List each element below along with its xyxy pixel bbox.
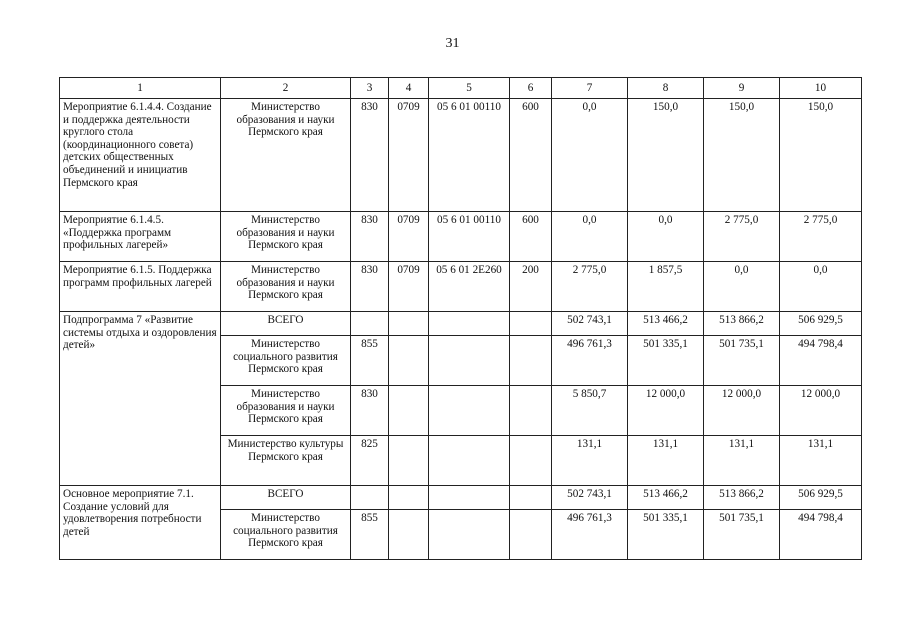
- table-row: [60, 99, 862, 212]
- code-cell: [389, 386, 429, 436]
- value-cell: 496 761,3: [552, 336, 628, 386]
- admin-name: Министерство образования и науки Пермского края: [221, 99, 351, 212]
- header-cell: 3: [351, 78, 389, 99]
- value-cell: 496 761,3: [552, 510, 628, 560]
- code-cell: [429, 312, 510, 336]
- value-cell: 0,0: [780, 262, 862, 312]
- main-event-title: Основное мероприятие 7.1. Создание условий для удовлетворения потребности детей: [60, 486, 221, 560]
- value-cell: 150,0: [628, 99, 704, 212]
- value-cell: 12 000,0: [628, 386, 704, 436]
- code-cell: [389, 336, 429, 386]
- value-cell: 501 735,1: [704, 336, 780, 386]
- value-cell: 513 466,2: [628, 486, 704, 510]
- table-row: [60, 262, 862, 312]
- budget-table: [59, 77, 862, 560]
- subprogram-title: Подпрограмма 7 «Развитие системы отдыха и оздоровления детей»: [60, 312, 221, 486]
- value-cell: 131,1: [628, 436, 704, 486]
- admin-name: Министерство социального развития Пермского края: [221, 510, 351, 560]
- value-cell: 2 775,0: [552, 262, 628, 312]
- code-cell: 05 6 01 00110: [429, 212, 510, 262]
- value-cell: 1 857,5: [628, 262, 704, 312]
- value-cell: 12 000,0: [704, 386, 780, 436]
- value-cell: 501 335,1: [628, 336, 704, 386]
- code-cell: 600: [510, 212, 552, 262]
- header-cell: 10: [780, 78, 862, 99]
- value-cell: 12 000,0: [780, 386, 862, 436]
- code-cell: 830: [351, 99, 389, 212]
- header-cell: 5: [429, 78, 510, 99]
- code-cell: 830: [351, 386, 389, 436]
- value-cell: 502 743,1: [552, 312, 628, 336]
- code-cell: [510, 436, 552, 486]
- code-cell: [429, 336, 510, 386]
- code-cell: [510, 336, 552, 386]
- code-cell: [389, 436, 429, 486]
- code-cell: 0709: [389, 212, 429, 262]
- value-cell: 494 798,4: [780, 510, 862, 560]
- value-cell: 131,1: [704, 436, 780, 486]
- code-cell: 05 6 01 2Е260: [429, 262, 510, 312]
- code-cell: 0709: [389, 99, 429, 212]
- code-cell: 05 6 01 00110: [429, 99, 510, 212]
- code-cell: [510, 510, 552, 560]
- admin-name: Министерство образования и науки Пермского края: [221, 212, 351, 262]
- code-cell: 200: [510, 262, 552, 312]
- value-cell: 0,0: [704, 262, 780, 312]
- header-row: [60, 78, 862, 99]
- value-cell: 506 929,5: [780, 486, 862, 510]
- header-cell: 9: [704, 78, 780, 99]
- code-cell: [389, 486, 429, 510]
- code-cell: [351, 312, 389, 336]
- header-cell: 4: [389, 78, 429, 99]
- value-cell: 150,0: [780, 99, 862, 212]
- code-cell: [510, 486, 552, 510]
- code-cell: 855: [351, 336, 389, 386]
- code-cell: 830: [351, 212, 389, 262]
- table-row: [60, 486, 862, 510]
- value-cell: 513 866,2: [704, 486, 780, 510]
- value-cell: 501 335,1: [628, 510, 704, 560]
- event-name: Мероприятие 6.1.5. Поддержка программ профильных лагерей: [60, 262, 221, 312]
- admin-name: Министерство образования и науки Пермского края: [221, 262, 351, 312]
- code-cell: [351, 486, 389, 510]
- header-cell: 2: [221, 78, 351, 99]
- table-row: [60, 212, 862, 262]
- value-cell: 0,0: [628, 212, 704, 262]
- code-cell: [510, 386, 552, 436]
- value-cell: 494 798,4: [780, 336, 862, 386]
- value-cell: 506 929,5: [780, 312, 862, 336]
- page-number: 31: [445, 36, 460, 51]
- table-row: [60, 312, 862, 336]
- value-cell: 2 775,0: [780, 212, 862, 262]
- value-cell: 501 735,1: [704, 510, 780, 560]
- code-cell: 825: [351, 436, 389, 486]
- code-cell: [429, 510, 510, 560]
- admin-name: ВСЕГО: [221, 312, 351, 336]
- admin-name: Министерство образования и науки Пермского края: [221, 386, 351, 436]
- code-cell: [429, 386, 510, 436]
- event-name: Мероприятие 6.1.4.4. Создание и поддержка деятельности круглого стола (координационного совета) детских общественных объединений и инициатив Пермского края: [60, 99, 221, 212]
- value-cell: 150,0: [704, 99, 780, 212]
- code-cell: [389, 510, 429, 560]
- value-cell: 131,1: [552, 436, 628, 486]
- header-cell: 7: [552, 78, 628, 99]
- admin-name: Министерство социального развития Пермского края: [221, 336, 351, 386]
- code-cell: 600: [510, 99, 552, 212]
- header-cell: 1: [60, 78, 221, 99]
- value-cell: 131,1: [780, 436, 862, 486]
- header-cell: 6: [510, 78, 552, 99]
- code-cell: [429, 486, 510, 510]
- code-cell: [389, 312, 429, 336]
- value-cell: 513 866,2: [704, 312, 780, 336]
- admin-name: Министерство культуры Пермского края: [221, 436, 351, 486]
- code-cell: 855: [351, 510, 389, 560]
- value-cell: 513 466,2: [628, 312, 704, 336]
- value-cell: 0,0: [552, 212, 628, 262]
- code-cell: 830: [351, 262, 389, 312]
- code-cell: [429, 436, 510, 486]
- value-cell: 0,0: [552, 99, 628, 212]
- event-name: Мероприятие 6.1.4.5. «Поддержка программ профильных лагерей»: [60, 212, 221, 262]
- header-cell: 8: [628, 78, 704, 99]
- admin-name: ВСЕГО: [221, 486, 351, 510]
- code-cell: 0709: [389, 262, 429, 312]
- value-cell: 2 775,0: [704, 212, 780, 262]
- value-cell: 502 743,1: [552, 486, 628, 510]
- value-cell: 5 850,7: [552, 386, 628, 436]
- code-cell: [510, 312, 552, 336]
